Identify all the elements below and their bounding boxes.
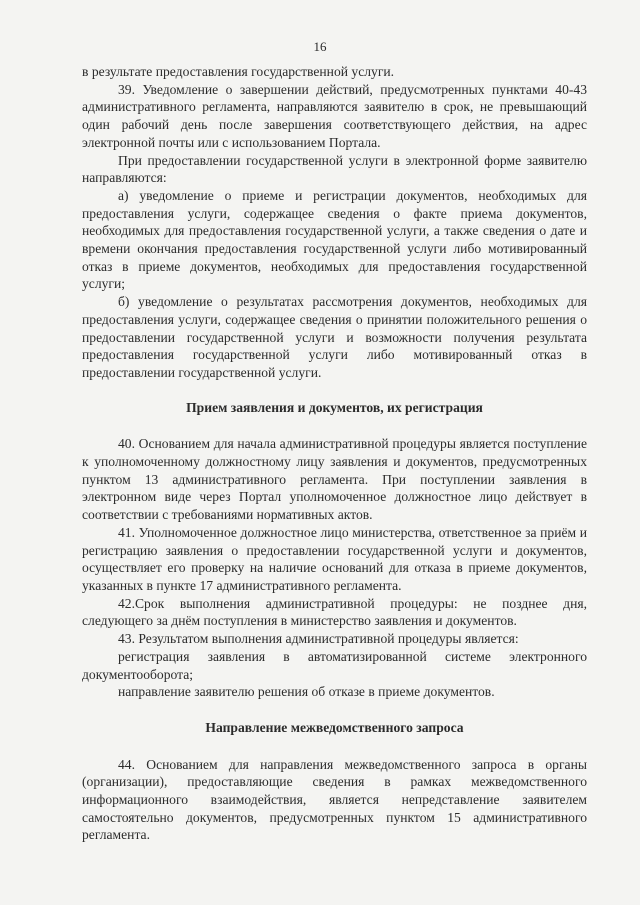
paragraph: 39. Уведомление о завершении действий, предусмотренных пунктами 40-43 административного регламента, направляются заявителю в срок, не превышающий один рабочий день после завершения соответствующего действия, на адрес электронной почты или с использованием Портала. — [82, 81, 587, 150]
paragraph: регистрация заявления в автоматизированной системе электронного документооборота; — [82, 648, 587, 682]
paragraph: б) уведомление о результатах рассмотрения документов, необходимых для предоставления услуги, содержащее сведения о принятии положительного решения о предоставлении государственной услуги и возможности получения результата предоставления государственной услуги либо мотивированный отказ в предоставлении государственной услуги. — [82, 294, 587, 380]
paragraph: 40. Основанием для начала административной процедуры является поступление к уполномоченному должностному лицу заявления и документов, предусмотренных пунктом 13 административного регламента. При поступлении заявления в электронном виде через Портал уполномоченное должностное лицо действует в соответствии с требованиями нормативных актов. — [82, 436, 587, 523]
page-number: 16 — [313, 39, 327, 54]
paragraph: 41. Уполномоченное должностное лицо министерства, ответственное за приём и регистрацию заявления о предоставлении государственной услуги и документов, осуществляет его проверку на наличие оснований для отказа в приеме документов, указанных в пункте 17 административного регламента. — [82, 524, 587, 593]
paragraph: 44. Основанием для направления межведомственного запроса в органы (организации), предоставляющие сведения в рамках межведомственного информационного взаимодействия, является непредставление заявителем самостоятельно документов, предусмотренных пунктом 15 административного регламента. — [82, 756, 587, 843]
paragraph: в результате предоставления государственной услуги. — [82, 64, 395, 79]
paragraph: При предоставлении государственной услуги в электронной форме заявителю направляются: — [82, 152, 587, 186]
paragraph: 42.Срок выполнения административной процедуры: не позднее дня, следующего за днём поступления в министерство заявления и документов. — [82, 595, 587, 629]
section-interagency-request — [82, 756, 587, 845]
paragraph: 43. Результатом выполнения административной процедуры является: — [118, 631, 519, 647]
document-body — [82, 63, 587, 844]
paragraph: а) уведомление о приеме и регистрации документов, необходимых для предоставления услуги, содержащее сведения о факте приема документов, необходимых для предоставления государственной услуги, а также сведения о дате и времени окончания предоставления государственной услуги либо мотивированный отказ в приеме документов, необходимых для предоставления государственной услуги; — [82, 187, 587, 292]
section-intro — [82, 63, 587, 382]
section-heading-interagency-request: Направление межведомственного запроса — [205, 719, 464, 735]
section-heading-application-intake: Прием заявления и документов, их регистрация — [186, 399, 483, 415]
section-application-intake — [82, 435, 587, 701]
paragraph: направление заявителю решения об отказе в приеме документов. — [118, 684, 495, 700]
